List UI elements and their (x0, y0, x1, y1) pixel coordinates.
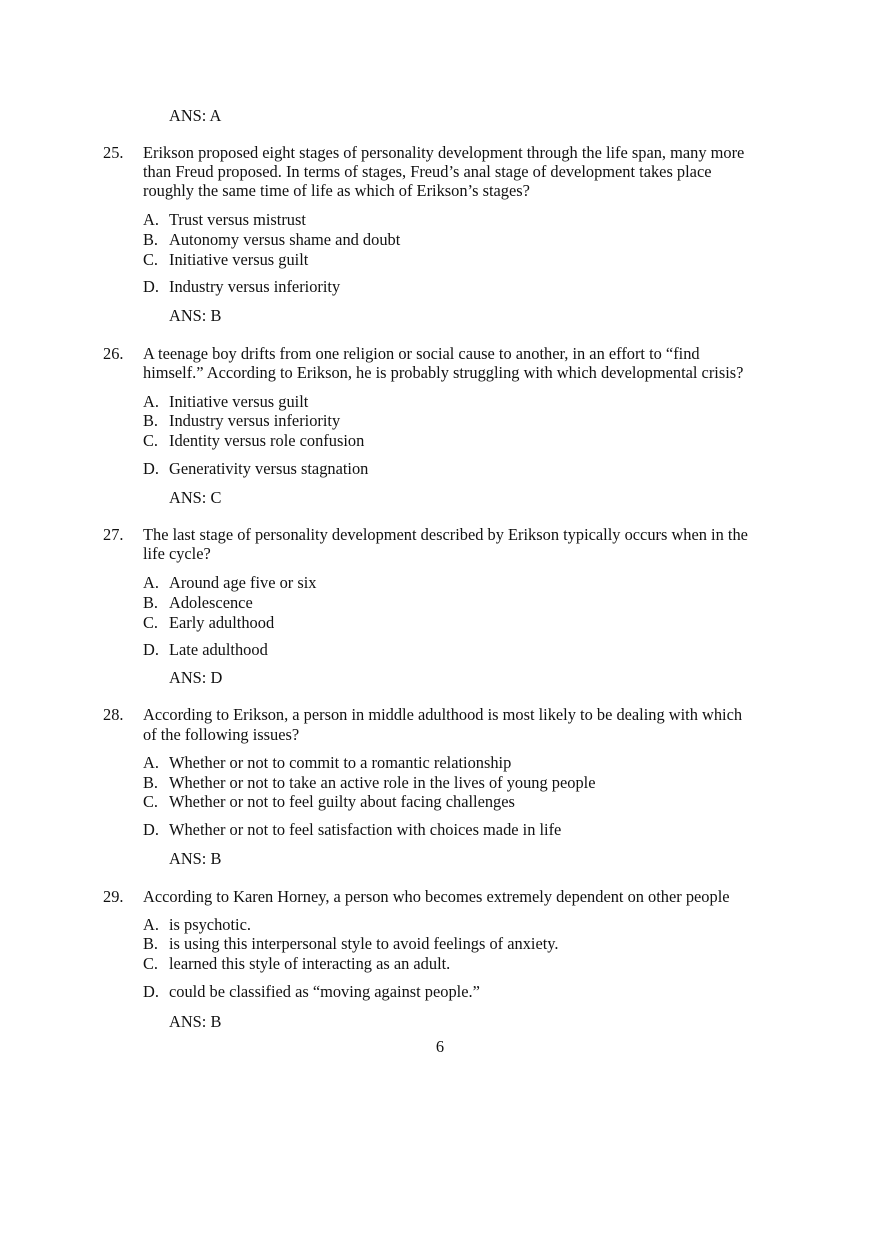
option-letter: C. (143, 792, 159, 811)
option-text: Industry versus inferiority (169, 411, 341, 430)
option-text: Whether or not to take an active role in the lives of young people (169, 773, 596, 792)
option-d (143, 277, 340, 297)
option-text: Adolescence (169, 593, 253, 612)
option-text: Late adulthood (169, 640, 268, 659)
option-text: Initiative versus guilt (169, 250, 309, 269)
page-number: 6 (435, 1037, 445, 1056)
option-text: Whether or not to commit to a romantic relationship (169, 753, 512, 772)
question-text-line: The last stage of personality development described by Erikson typically occurs when in the (143, 525, 748, 544)
question-number: 28. (103, 705, 124, 724)
option-c (143, 792, 515, 812)
option-text: Whether or not to feel guilty about facing challenges (169, 792, 515, 811)
question-number: 29. (103, 887, 124, 906)
option-d (143, 820, 561, 840)
option-text: is psychotic. (169, 915, 251, 934)
option-letter: A. (143, 573, 159, 592)
question-text-line: According to Erikson, a person in middle adulthood is most likely to be dealing with which (143, 705, 743, 724)
answer-key: ANS: B (169, 306, 222, 325)
option-letter: A. (143, 210, 159, 229)
answer-key: ANS: B (169, 1012, 222, 1031)
answer-key: ANS: C (169, 488, 222, 507)
option-text: Trust versus mistrust (169, 210, 306, 229)
option-c (143, 954, 450, 974)
option-letter: D. (143, 640, 159, 659)
option-d (143, 640, 268, 660)
option-text: Autonomy versus shame and doubt (169, 230, 401, 249)
question-text-line: According to Karen Horney, a person who becomes extremely dependent on other people (143, 887, 730, 906)
option-letter: B. (143, 230, 159, 249)
option-text: Whether or not to feel satisfaction with choices made in life (169, 820, 562, 839)
question-number: 27. (103, 525, 124, 544)
option-b (143, 934, 559, 954)
question-text-line: of the following issues? (143, 725, 300, 744)
option-letter: B. (143, 411, 159, 430)
option-a (143, 915, 251, 935)
option-c (143, 250, 308, 270)
option-letter: C. (143, 954, 159, 973)
option-letter: B. (143, 934, 159, 953)
option-d (143, 459, 368, 479)
option-letter: B. (143, 773, 159, 792)
option-letter: B. (143, 593, 159, 612)
option-c (143, 431, 364, 451)
option-text: Early adulthood (169, 613, 275, 632)
option-letter: C. (143, 431, 159, 450)
option-a (143, 210, 306, 230)
question-text-line: A teenage boy drifts from one religion or social cause to another, in an effort to “find (143, 344, 700, 363)
option-letter: A. (143, 915, 159, 934)
option-text: could be classified as “moving against people.” (169, 982, 480, 1001)
option-text: is using this interpersonal style to avoid feelings of anxiety. (169, 934, 559, 953)
answer-key: ANS: D (169, 668, 223, 687)
option-a (143, 392, 308, 412)
question-text-line: himself.” According to Erikson, he is probably struggling with which developmental crisis? (143, 363, 744, 382)
option-text: Identity versus role confusion (169, 431, 365, 450)
option-text: Industry versus inferiority (169, 277, 341, 296)
option-letter: C. (143, 613, 159, 632)
question-text-line: Erikson proposed eight stages of personality development through the life span, many more (143, 143, 745, 162)
option-a (143, 753, 511, 773)
option-letter: C. (143, 250, 159, 269)
answer-key: ANS: B (169, 849, 222, 868)
option-letter: D. (143, 277, 159, 296)
option-text: Initiative versus guilt (169, 392, 309, 411)
option-letter: D. (143, 820, 159, 839)
option-c (143, 613, 274, 633)
option-text: learned this style of interacting as an adult. (169, 954, 451, 973)
question-text-line: life cycle? (143, 544, 211, 563)
option-letter: D. (143, 982, 159, 1001)
option-letter: A. (143, 753, 159, 772)
option-letter: D. (143, 459, 159, 478)
option-a (143, 573, 316, 593)
answer-key: ANS: A (169, 106, 222, 125)
question-text-line: roughly the same time of life as which of Erikson’s stages? (143, 181, 530, 200)
option-letter: A. (143, 392, 159, 411)
option-text: Generativity versus stagnation (169, 459, 369, 478)
option-d (143, 982, 480, 1002)
option-b (143, 773, 595, 793)
option-b (143, 230, 400, 250)
question-text-line: than Freud proposed. In terms of stages, Freud’s anal stage of development takes place (143, 162, 712, 181)
question-number: 26. (103, 344, 124, 363)
option-b (143, 411, 340, 431)
question-number: 25. (103, 143, 124, 162)
option-text: Around age five or six (169, 573, 317, 592)
option-b (143, 593, 253, 613)
